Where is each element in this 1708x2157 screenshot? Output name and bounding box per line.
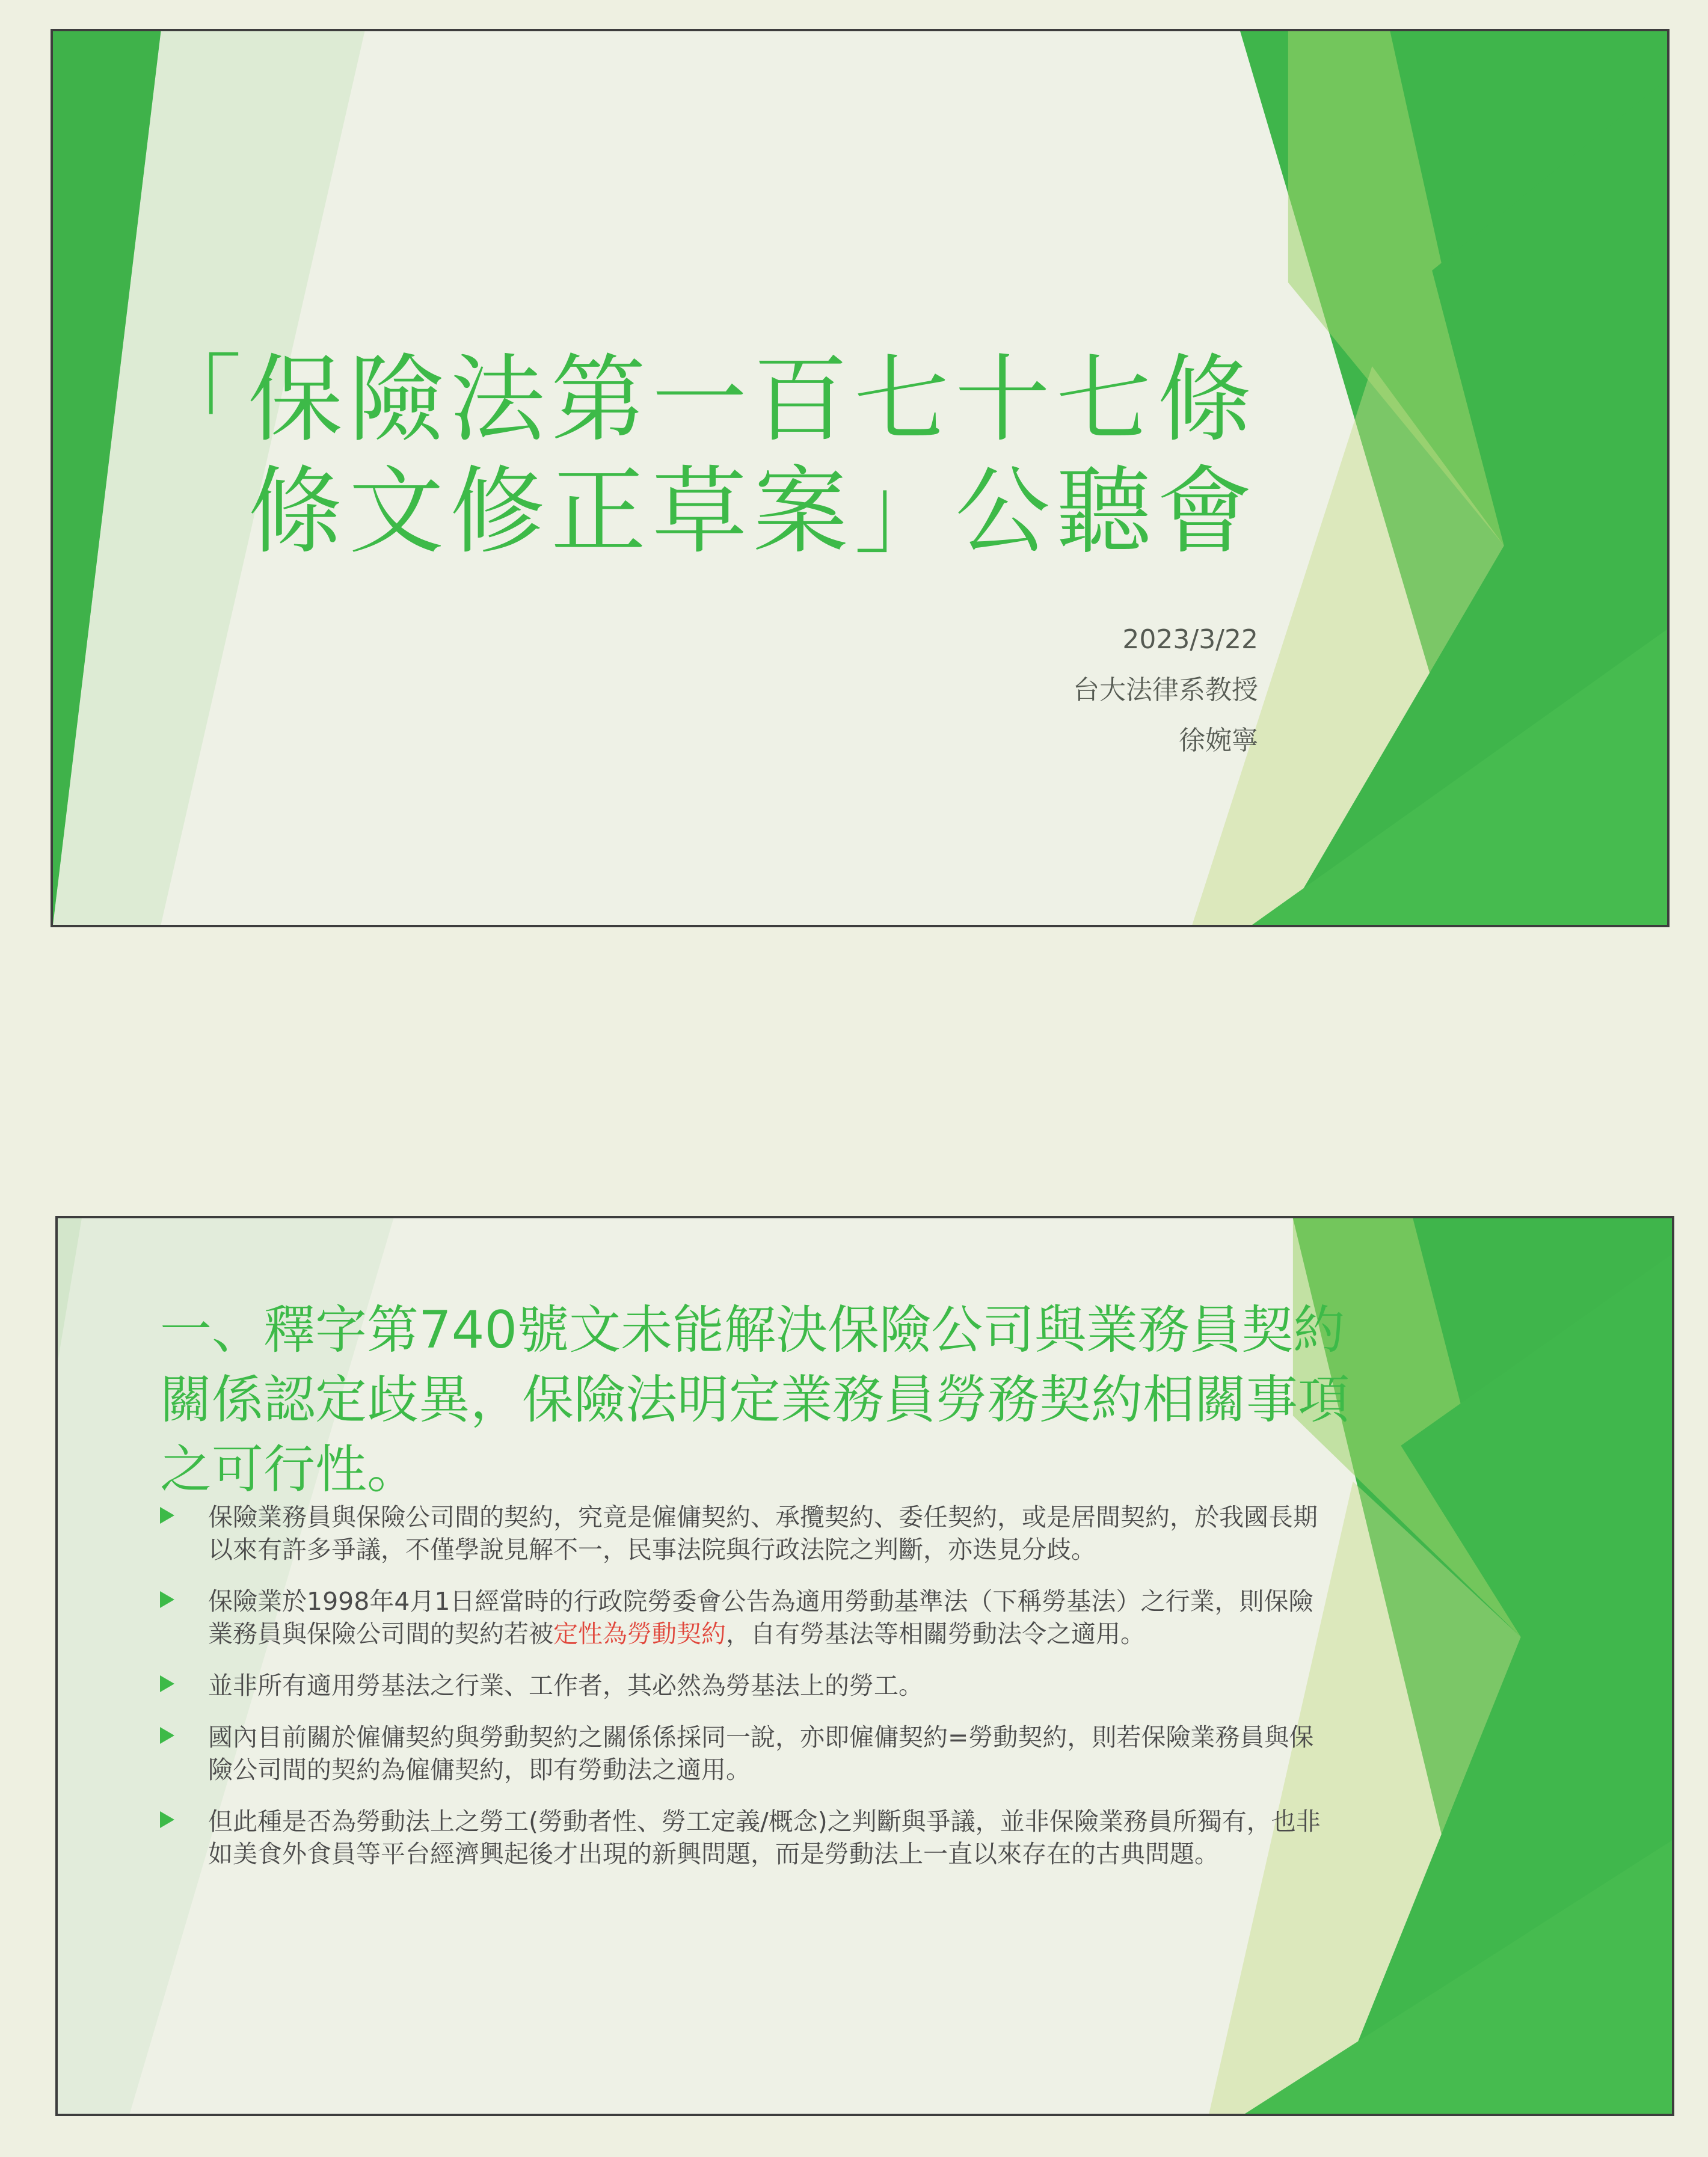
title-slide xyxy=(51,29,1670,927)
presenter-info xyxy=(1073,615,1258,766)
bullet-arrow-icon xyxy=(160,1811,174,1828)
highlighted-text: 定性為勞動契約 xyxy=(553,1619,726,1648)
presenter-name: 徐婉寧 xyxy=(1179,725,1258,756)
bullet-item xyxy=(160,1585,1327,1650)
slide-title xyxy=(147,344,1258,568)
bullet-text: 保險業務員與保險公司間的契約，究竟是僱傭契約、承攬契約、委任契約，或是居間契約，於我國長期以來有許多爭議，不僅學說見解不一，民事法院與行政法院之判斷，亦迭見分歧。 xyxy=(208,1503,1318,1564)
bullet-text: 但此種是否為勞動法上之勞工(勞動者性、勞工定義/概念)之判斷與爭議，並非保險業務員所獨有，也非如美食外食員等平台經濟興起後才出現的新興問題，而是勞動法上一直以來存在的古典問題。 xyxy=(208,1807,1321,1868)
title-line-1: 「保險法第一百七十七條 xyxy=(147,345,1258,455)
bullet-item xyxy=(160,1669,1327,1702)
bullet-list xyxy=(160,1501,1327,1889)
bullet-item xyxy=(160,1805,1327,1870)
slide-title: 一、釋字第740號文未能解決保險公司與業務員契約關係認定歧異，保險法明定業務員勞務契約相關事項之可行性。 xyxy=(160,1300,1350,1500)
content-slide xyxy=(55,1216,1674,2116)
title-line-2: 條文修正草案」公聽會 xyxy=(248,456,1258,568)
bullet-arrow-icon xyxy=(160,1675,174,1692)
bullet-item xyxy=(160,1501,1327,1566)
presentation-date: 2023/3/22 xyxy=(1122,624,1258,655)
bullet-arrow-icon xyxy=(160,1591,174,1608)
bullet-text-continued: ，自有勞基法等相關勞動法令之適用。 xyxy=(726,1619,1145,1648)
bullet-text: 國內目前關於僱傭契約與勞動契約之關係係採同一說，亦即僱傭契約=勞動契約，則若保險業務員與保險公司間的契約為僱傭契約，即有勞動法之適用。 xyxy=(208,1723,1314,1784)
bullet-item xyxy=(160,1721,1327,1786)
bullet-arrow-icon xyxy=(160,1507,174,1524)
bullet-text: 並非所有適用勞基法之行業、工作者，其必然為勞基法上的勞工。 xyxy=(208,1671,923,1700)
bullet-text: 保險業於1998年4月1日經當時的行政院勞委會公告為適用勞動基準法（下稱勞基法）之行業，則保險業務員與保險公司間的契約若被 xyxy=(208,1587,1313,1648)
presenter-affiliation: 台大法律系教授 xyxy=(1073,675,1258,705)
bullet-arrow-icon xyxy=(160,1727,174,1744)
